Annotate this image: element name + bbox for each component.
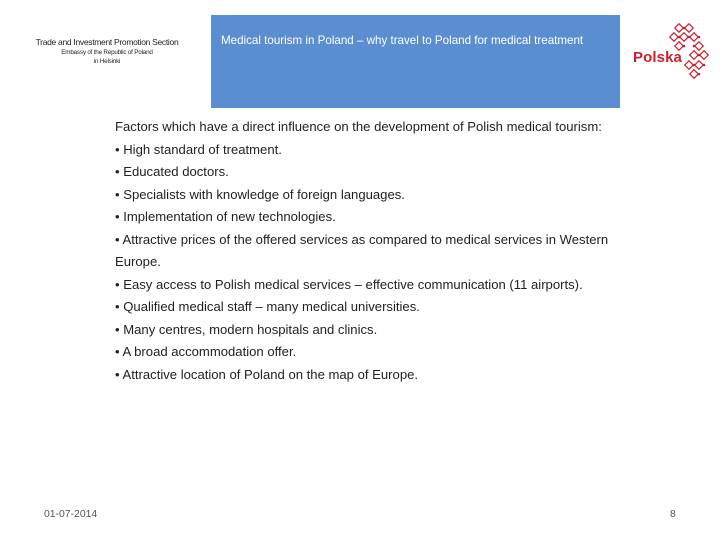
list-item: • High standard of treatment. — [115, 141, 282, 157]
logo-wordmark: Polska — [633, 49, 682, 66]
list-item: • Many centres, modern hospitals and clinics. — [115, 321, 378, 337]
org-section-name: Trade and Investment Promotion Section — [35, 37, 179, 47]
list-item: • Educated doctors. — [115, 164, 229, 179]
factor-list — [115, 139, 615, 387]
list-item: • Qualified medical staff – many medical universities. — [115, 299, 420, 314]
title-bar — [211, 15, 620, 108]
polska-logo — [630, 22, 710, 84]
org-embassy-name: Embassy of the Republic of Poland — [61, 49, 153, 56]
page-number: 8 — [670, 509, 676, 520]
org-location: in Helsinki — [93, 58, 121, 65]
page-title: Medical tourism in Poland – why travel to Poland for medical treatment — [221, 34, 584, 47]
intro-text: Factors which have a direct influence on the development of Polish medical tourism: — [115, 119, 602, 134]
org-header — [14, 36, 200, 66]
footer-date: 01-07-2014 — [44, 509, 98, 520]
list-item: • Specialists with knowledge of foreign languages. — [115, 186, 405, 202]
list-item: • Easy access to Polish medical services – effective communication (11 airports). — [115, 276, 583, 292]
list-item: • Attractive prices of the offered services as compared to medical services in Western Europe. — [115, 231, 609, 269]
main-content — [115, 116, 615, 386]
list-item: • A broad accommodation offer. — [115, 344, 297, 359]
list-item: • Implementation of new technologies. — [115, 209, 336, 224]
list-item: • Attractive location of Poland on the map of Europe. — [115, 366, 419, 382]
